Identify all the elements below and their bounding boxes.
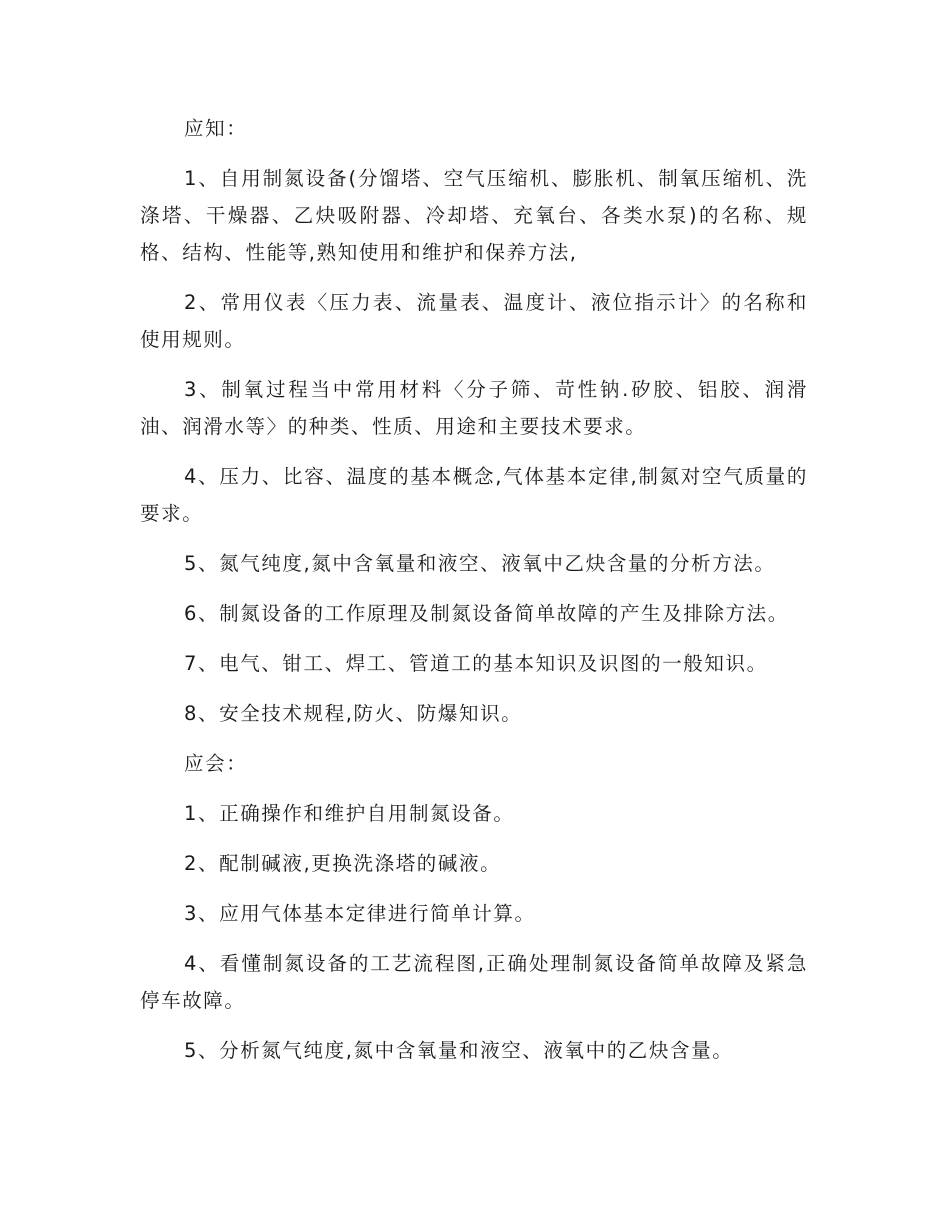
knowledge-item-5: 5、氮气纯度,氮中含氧量和液空、液氧中乙炔含量的分析方法。 <box>184 552 776 575</box>
knowledge-item-1: 1、自用制氮设备(分馏塔、空气压缩机、膨胀机、制氧压缩机、洗涤塔、干燥器、乙炔吸附器、冷却塔、充氧台、各类水泵)的名称、规格、结构、性能等,熟知使用和维护和保养方法, <box>140 167 808 264</box>
knowledge-item-7: 7、电气、钳工、焊工、管道工的基本知识及识图的一般知识。 <box>184 652 768 675</box>
section-heading-skills: 应会： <box>184 752 248 775</box>
knowledge-item-4: 4、压力、比容、温度的基本概念,气体基本定律,制氮对空气质量的要求。 <box>140 465 808 525</box>
section-heading-knowledge: 应知： <box>184 117 248 140</box>
skill-item-5: 5、分析氮气纯度,氮中含氧量和液空、液氧中的乙炔含量。 <box>184 1039 734 1062</box>
knowledge-item-6: 6、制氮设备的工作原理及制氮设备简单故障的产生及排除方法。 <box>184 602 789 625</box>
skill-item-2: 2、配制碱液,更换洗涤塔的碱液。 <box>184 852 502 875</box>
skill-item-3: 3、应用气体基本定律进行简单计算。 <box>184 902 536 925</box>
knowledge-item-2: 2、常用仪表〈压力表、流量表、温度计、液位指示计〉的名称和使用规则。 <box>140 291 808 351</box>
document-body <box>140 110 808 1082</box>
skill-item-1: 1、正确操作和维护自用制氮设备。 <box>184 802 515 825</box>
knowledge-item-3: 3、制氧过程当中常用材料〈分子筛、苛性钠.矽胶、铝胶、润滑油、润滑水等〉的种类、性质、用途和主要技术要求。 <box>140 378 808 438</box>
skill-item-4: 4、看懂制氮设备的工艺流程图,正确处理制氮设备简单故障及紧急停车故障。 <box>140 952 808 1012</box>
knowledge-item-8: 8、安全技术规程,防火、防爆知识。 <box>184 702 523 725</box>
